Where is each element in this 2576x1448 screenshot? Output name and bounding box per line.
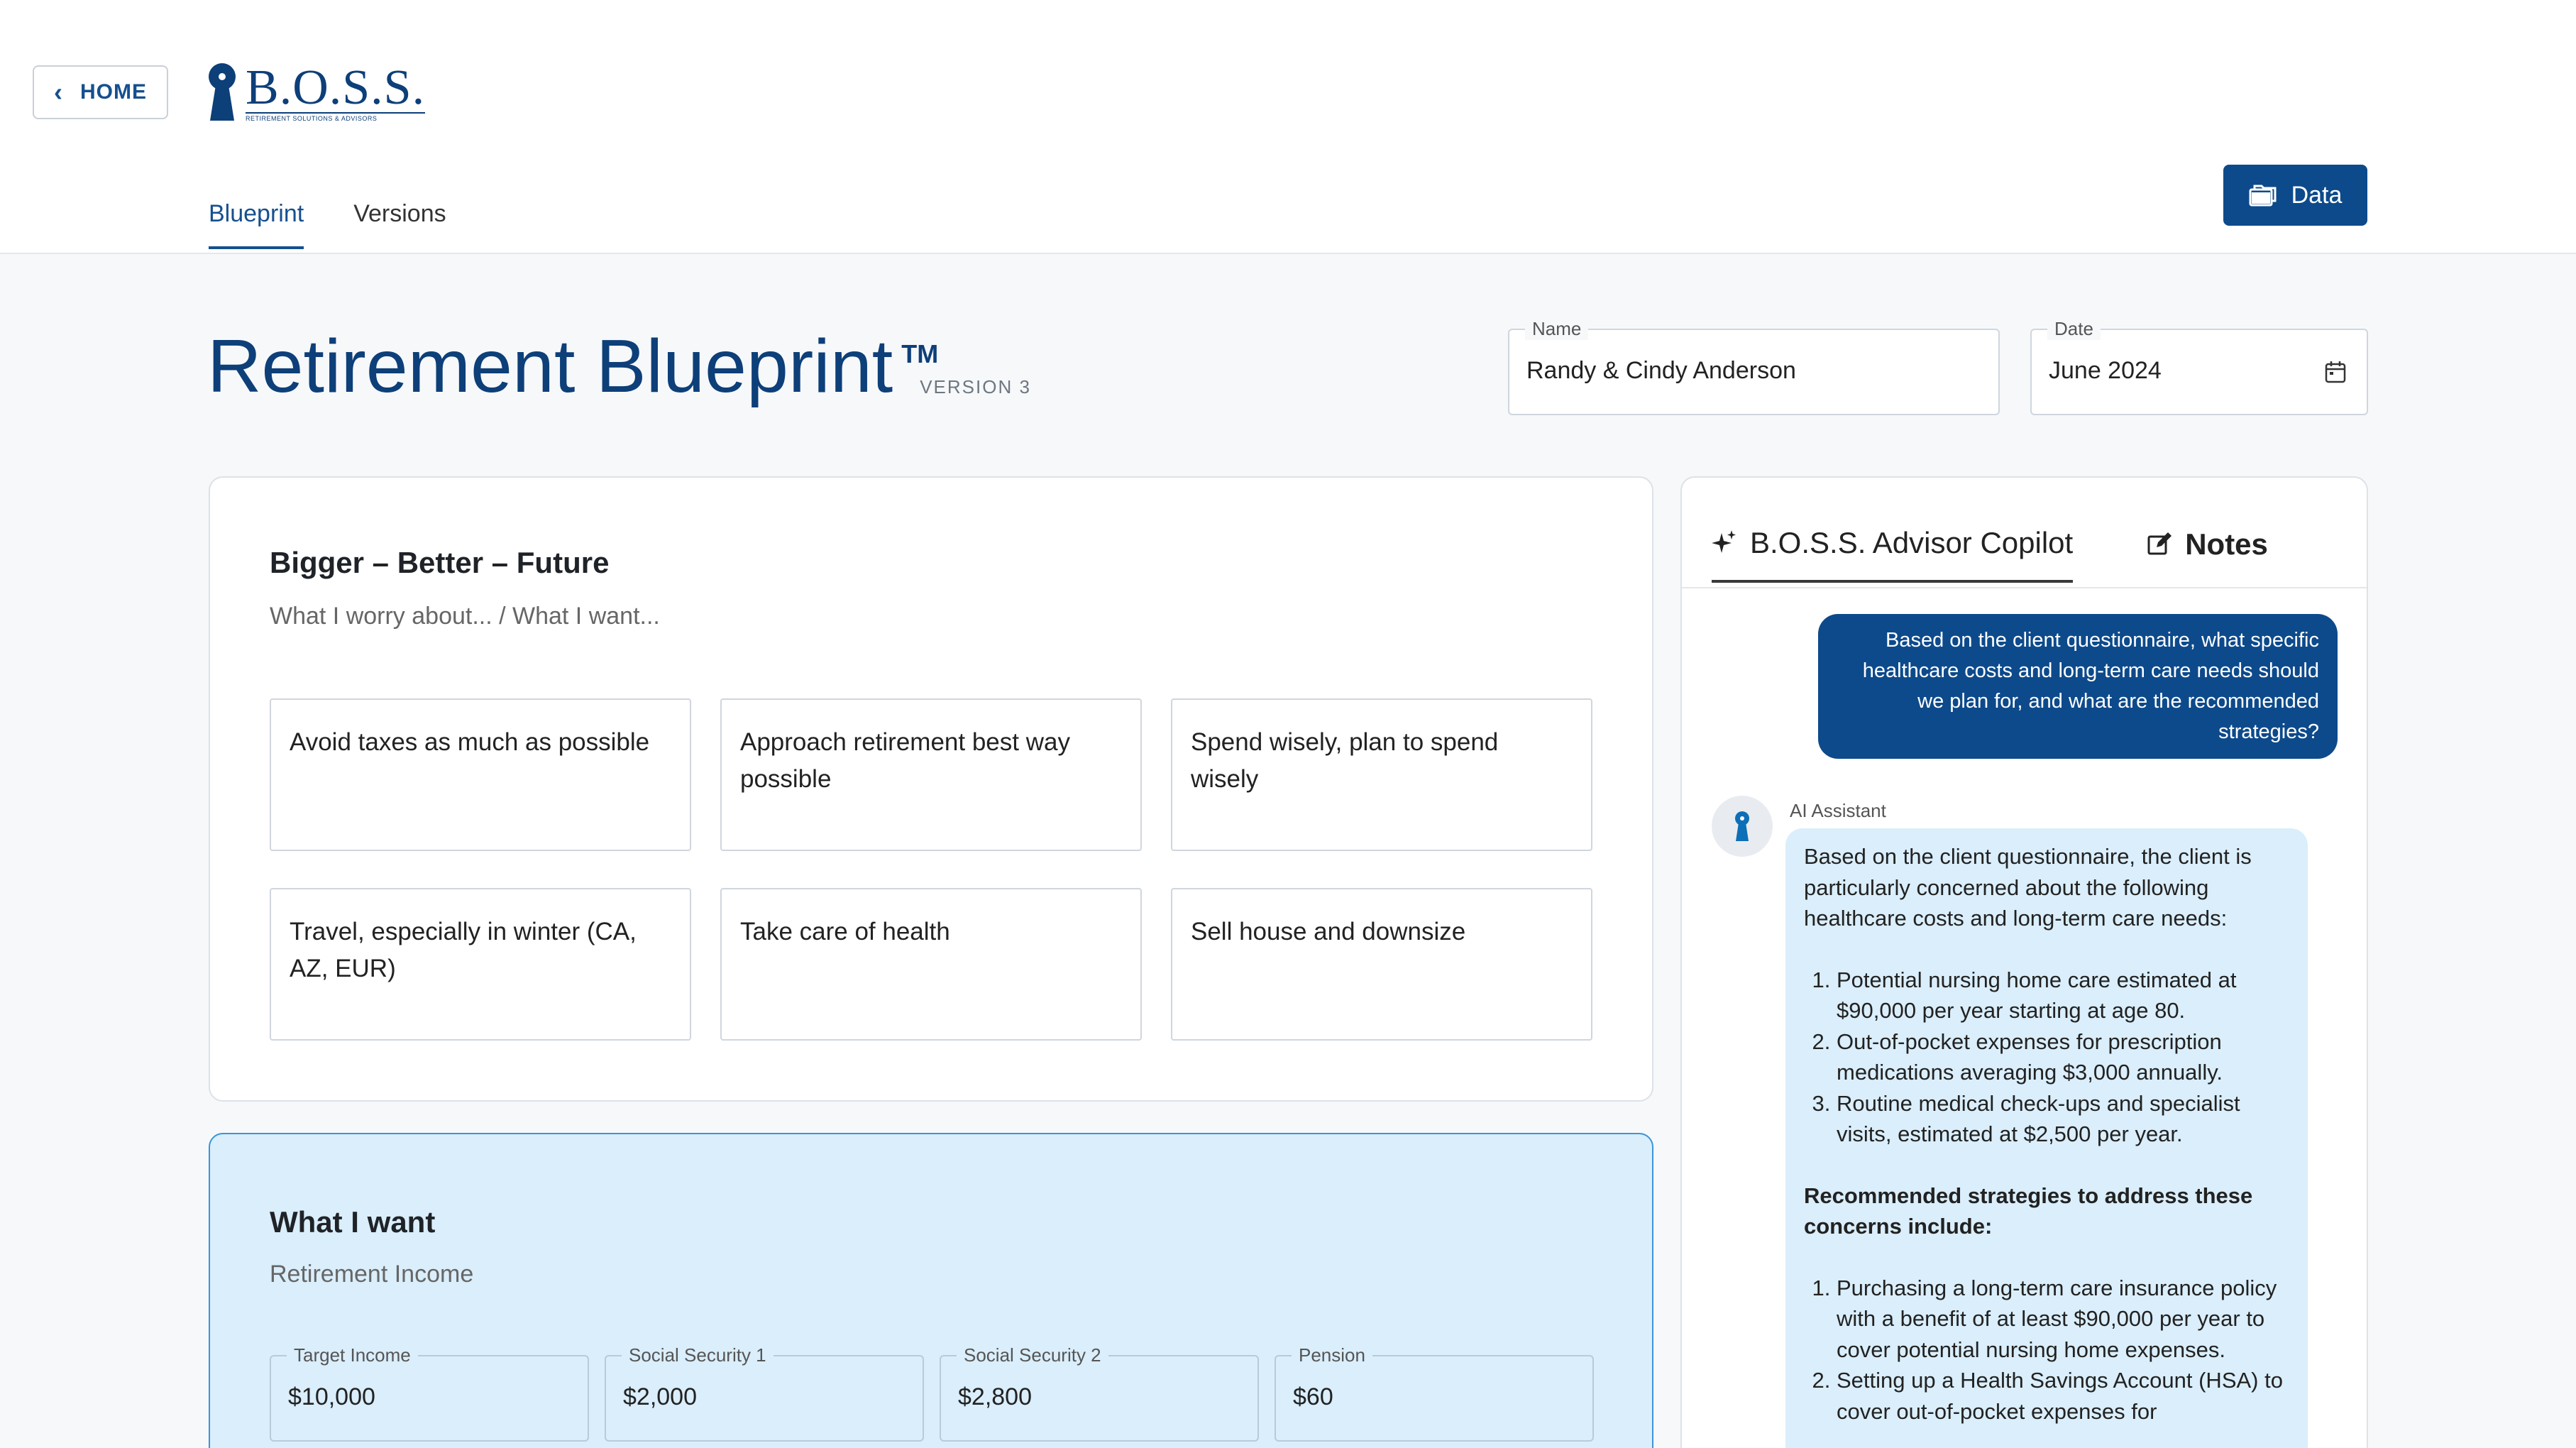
logo-name: B.O.S.S. (246, 60, 426, 115)
tab-versions[interactable]: Versions (353, 200, 446, 227)
pension-field[interactable] (1275, 1344, 1594, 1442)
target-income-value: $10,000 (288, 1383, 375, 1410)
pension-value: $60 (1293, 1383, 1333, 1410)
calendar-icon[interactable] (2324, 360, 2347, 384)
chevron-left-icon: ‹ (54, 77, 63, 106)
name-field[interactable] (1508, 318, 2000, 415)
social-security-1-field[interactable] (605, 1344, 924, 1442)
list-item: 1. Potential nursing home care estimated at $90,000 per year starting at age 80. (1837, 965, 2289, 1026)
what-i-want-card (209, 1133, 1653, 1448)
wish-item[interactable]: Sell house and downsize (1171, 888, 1592, 1041)
target-income-label: Target Income (287, 1344, 418, 1366)
trademark-mark: TM (901, 339, 939, 368)
bbf-subtitle: What I worry about... / What I want... (270, 603, 660, 630)
ai-assistant-avatar (1712, 796, 1773, 857)
folders-icon (2249, 182, 2277, 208)
social-security-2-value: $2,800 (958, 1383, 1032, 1410)
list-item: 1. Purchasing a long-term care insurance policy with a benefit of at least $90,000 per year to cover potential nursing home expenses. (1837, 1273, 2289, 1366)
logo-tagline: RETIREMENT SOLUTIONS & ADVISORS (246, 112, 425, 122)
list-item: 2. Out-of-pocket expenses for prescription medications averaging $3,000 annually. (1837, 1026, 2289, 1088)
home-button-label: HOME (80, 80, 147, 104)
bigger-better-future-card (209, 476, 1653, 1102)
keyhole-icon (204, 61, 240, 122)
tab-notes[interactable] (2147, 526, 2268, 583)
copilot-divider (1682, 587, 2367, 588)
wish-item[interactable]: Travel, especially in winter (CA, AZ, EUR) (270, 888, 691, 1041)
wish-item[interactable]: Take care of health (720, 888, 1142, 1041)
date-field-value: June 2024 (2049, 357, 2162, 384)
version-label: VERSION 3 (920, 375, 1031, 397)
home-button[interactable] (33, 65, 168, 119)
page-title (207, 325, 1031, 408)
name-field-label: Name (1525, 318, 1588, 340)
target-income-field[interactable] (270, 1344, 589, 1442)
wish-item[interactable]: Spend wisely, plan to spend wisely (1171, 698, 1592, 851)
date-field-label: Date (2047, 318, 2101, 340)
strategies-list (1804, 1273, 2289, 1427)
list-item: 2. Setting up a Health Savings Account (HSA) to cover out-of-pocket expenses for (1837, 1365, 2289, 1427)
advisor-copilot-panel (1680, 476, 2368, 1448)
ai-message-bubble (1785, 828, 2308, 1448)
pension-label: Pension (1292, 1344, 1372, 1366)
boss-logo[interactable] (204, 58, 425, 122)
social-security-1-label: Social Security 1 (622, 1344, 774, 1366)
social-security-2-label: Social Security 2 (957, 1344, 1108, 1366)
keyhole-icon (1733, 811, 1751, 842)
bbf-title: Bigger – Better – Future (270, 546, 610, 579)
tab-advisor-copilot-label: B.O.S.S. Advisor Copilot (1750, 526, 2074, 559)
page-title-text: Retirement Blueprint (207, 324, 893, 408)
app-header (0, 0, 2576, 254)
want-subtitle: Retirement Income (270, 1261, 474, 1288)
tab-advisor-copilot[interactable] (1712, 526, 2073, 583)
social-security-1-value: $2,000 (623, 1383, 697, 1410)
data-button[interactable] (2223, 165, 2367, 226)
ai-assistant-label: AI Assistant (1790, 800, 1886, 821)
tab-blueprint[interactable]: Blueprint (209, 200, 304, 249)
main-tabs (209, 200, 446, 249)
want-title: What I want (270, 1205, 436, 1239)
tab-notes-label: Notes (2185, 527, 2268, 561)
needs-list (1804, 965, 2289, 1150)
social-security-2-field[interactable] (940, 1344, 1259, 1442)
sparkle-icon (1712, 530, 1737, 556)
wish-item[interactable]: Approach retirement best way possible (720, 698, 1142, 851)
copilot-tabs (1712, 526, 2268, 583)
data-button-label: Data (2291, 181, 2343, 209)
date-field[interactable] (2030, 318, 2368, 415)
edit-note-icon (2147, 532, 2172, 557)
user-message-bubble: Based on the client questionnaire, what specific healthcare costs and long-term care needs should we plan for, and what are the recommended strategies? (1818, 614, 2338, 759)
name-field-value: Randy & Cindy Anderson (1526, 357, 1796, 384)
list-item: 3. Routine medical check-ups and specialist visits, estimated at $2,500 per year. (1837, 1088, 2289, 1150)
strategies-heading: Recommended strategies to address these concerns include: (1804, 1183, 2253, 1239)
wish-item[interactable]: Avoid taxes as much as possible (270, 698, 691, 851)
ai-message-intro: Based on the client questionnaire, the client is particularly concerned about the following healthcare costs and long-term care needs: (1804, 844, 2252, 931)
